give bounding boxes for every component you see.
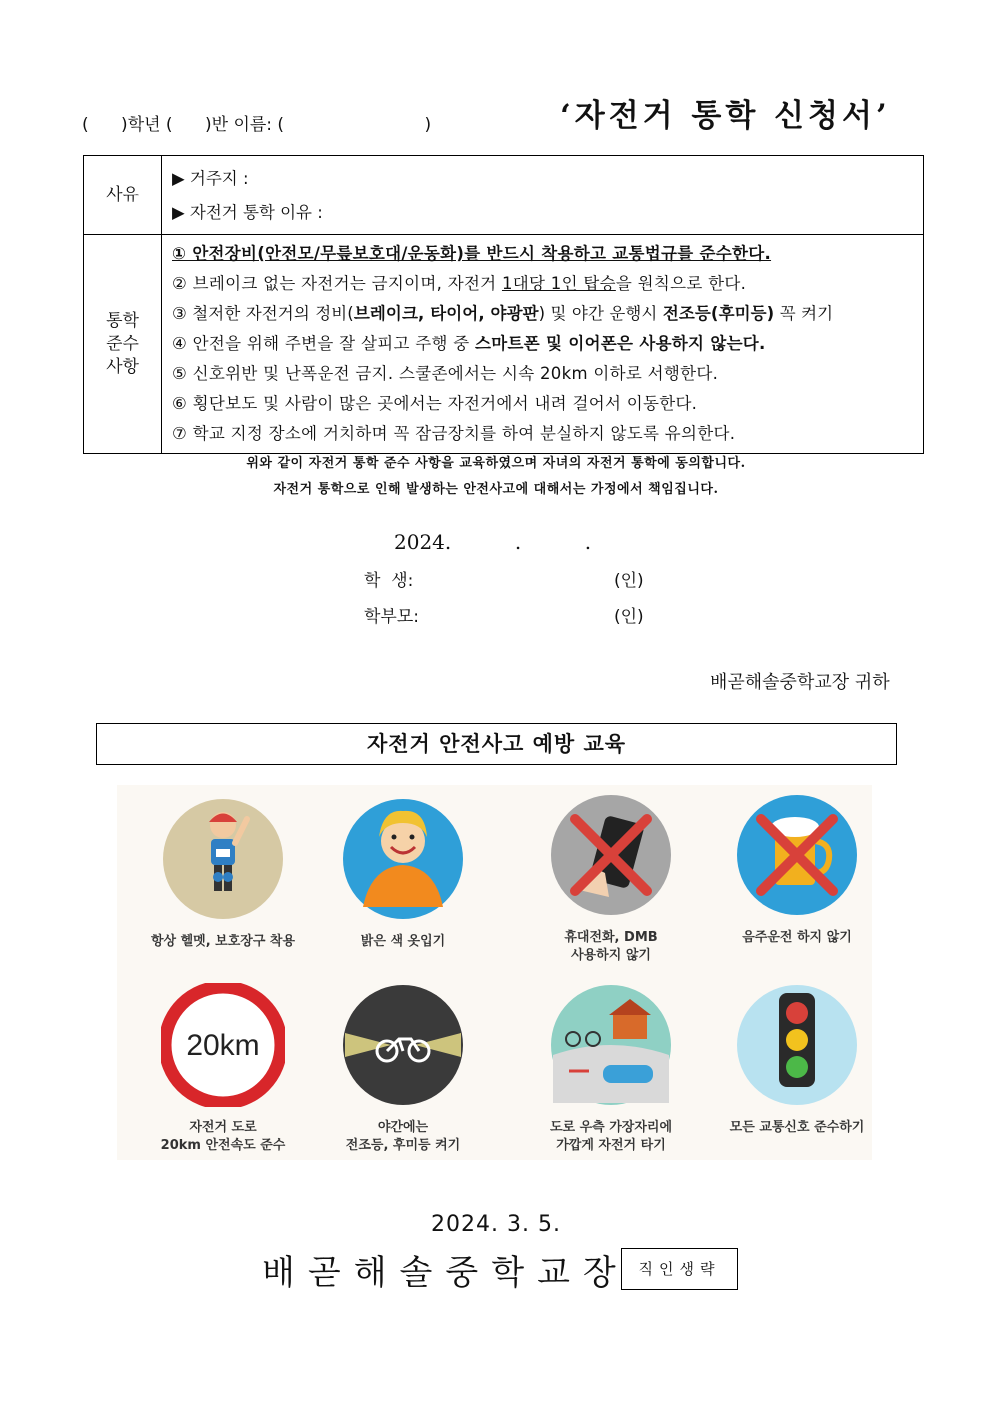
rule-3 bbox=[172, 299, 915, 329]
rule-5: ⑤ 신호위반 및 난폭운전 금지. 스쿨존에서는 시속 20km 이하로 서행한다. bbox=[172, 364, 719, 383]
rule-2 bbox=[172, 269, 915, 299]
rule-4-emphasis: 스마트폰 및 이어폰은 사용하지 않는다. bbox=[475, 334, 766, 353]
rule-3-text: 꼭 켜기 bbox=[774, 304, 834, 323]
safety-item bbox=[133, 983, 313, 1155]
ride-right-icon bbox=[549, 983, 673, 1107]
no-drink-icon bbox=[735, 793, 859, 917]
helmet-gear-icon bbox=[161, 797, 285, 921]
safety-caption: 자전거 도로 20km 안전속도 준수 bbox=[160, 1120, 286, 1153]
safety-caption: 모든 교통신호 준수하기 bbox=[729, 1120, 865, 1135]
speed-limit-icon bbox=[161, 983, 285, 1107]
addressee: 배곧해솔중학교장 귀하 bbox=[710, 672, 890, 693]
rules-header bbox=[84, 235, 162, 454]
document-title: ‘자전거 통학 신청서’ bbox=[560, 98, 891, 134]
rule-4 bbox=[172, 329, 915, 359]
rule-2-text: ② 브레이크 없는 자전거는 금지이며, 자전거 bbox=[172, 274, 502, 293]
safety-item bbox=[707, 983, 887, 1137]
traffic-light-icon bbox=[735, 983, 859, 1107]
bright-clothes-icon bbox=[341, 797, 465, 921]
no-phone-icon bbox=[549, 793, 673, 917]
rules-header-line: 통학 bbox=[106, 310, 139, 331]
footer-date: 2024. 3. 5. bbox=[431, 1212, 561, 1237]
safety-item bbox=[313, 983, 493, 1155]
student-label: 학 생: bbox=[364, 571, 414, 591]
speed-limit-text: 20km bbox=[186, 1029, 260, 1062]
residence-field[interactable]: ▶ 거주지 : bbox=[172, 169, 249, 188]
rule-7: ⑦ 학교 지정 장소에 거치하며 꼭 잠금장치를 하여 분실하지 않도록 유의한다. bbox=[172, 424, 736, 443]
rules-cell bbox=[162, 235, 924, 454]
commute-reason-field[interactable]: ▶ 자전거 통학 이유 : bbox=[172, 203, 323, 222]
rule-1: ① 안전장비(안전모/무릎보호대/운동화)를 반드시 착용하고 교통법규를 준수한다. bbox=[172, 244, 772, 263]
rule-4-text: ④ 안전을 위해 주변을 잘 살피고 주행 중 bbox=[172, 334, 476, 353]
consent-line: 자전거 통학으로 인해 발생하는 안전사고에 대해서는 가정에서 책임집니다. bbox=[273, 482, 719, 497]
safety-caption: 도로 우측 가장자리에 가깝게 자전거 타기 bbox=[549, 1120, 673, 1153]
rules-header-line: 사항 bbox=[106, 356, 139, 377]
safety-item bbox=[707, 793, 887, 947]
night-lights-icon bbox=[341, 983, 465, 1107]
parent-label: 학부모: bbox=[364, 607, 419, 627]
school-principal: 배곧해솔중학교장 bbox=[262, 1253, 629, 1293]
safety-item bbox=[521, 793, 701, 965]
rule-6: ⑥ 횡단보도 및 사람이 많은 곳에서는 자전거에서 내려 걸어서 이동한다. bbox=[172, 394, 698, 413]
rule-3-text: ③ 철저한 자전거의 정비( bbox=[172, 304, 354, 323]
safety-caption: 밝은 색 옷입기 bbox=[360, 934, 446, 949]
safety-item bbox=[313, 797, 493, 951]
rule-2-emphasis: 1대당 1인 탑승 bbox=[501, 274, 616, 293]
safety-caption: 야간에는 전조등, 후미등 켜기 bbox=[345, 1120, 461, 1153]
application-table bbox=[83, 155, 924, 454]
student-seal[interactable]: (인) bbox=[614, 571, 644, 591]
education-title: 자전거 안전사고 예방 교육 bbox=[96, 723, 897, 765]
student-info-line: ( )학년 ( )반 이름: ( ) bbox=[82, 115, 432, 135]
reason-cell bbox=[162, 156, 924, 235]
safety-infographic bbox=[117, 785, 872, 1160]
rule-2-text: 을 원칙으로 한다. bbox=[615, 274, 747, 293]
reason-header: 사유 bbox=[84, 156, 162, 235]
official-seal-omitted: 직인생략 bbox=[621, 1248, 738, 1290]
safety-caption: 음주운전 하지 않기 bbox=[742, 930, 852, 945]
safety-item bbox=[521, 983, 701, 1155]
safety-item bbox=[133, 797, 313, 951]
signature-date[interactable]: 2024. . . bbox=[394, 530, 592, 554]
rules-header-line: 준수 bbox=[106, 333, 139, 354]
consent-line: 위와 같이 자전거 통학 준수 사항을 교육하였으며 자녀의 자전거 통학에 동의합니다. bbox=[246, 456, 746, 471]
rule-3-text: ) 및 야간 운행시 bbox=[538, 304, 663, 323]
safety-caption: 항상 헬멧, 보호장구 착용 bbox=[150, 934, 296, 949]
rule-3-emphasis: 전조등(후미등) bbox=[662, 304, 775, 323]
parent-seal[interactable]: (인) bbox=[614, 607, 644, 627]
rule-3-emphasis: 브레이크, 타이어, 야광판 bbox=[353, 304, 539, 323]
safety-caption: 휴대전화, DMB 사용하지 않기 bbox=[564, 930, 658, 963]
